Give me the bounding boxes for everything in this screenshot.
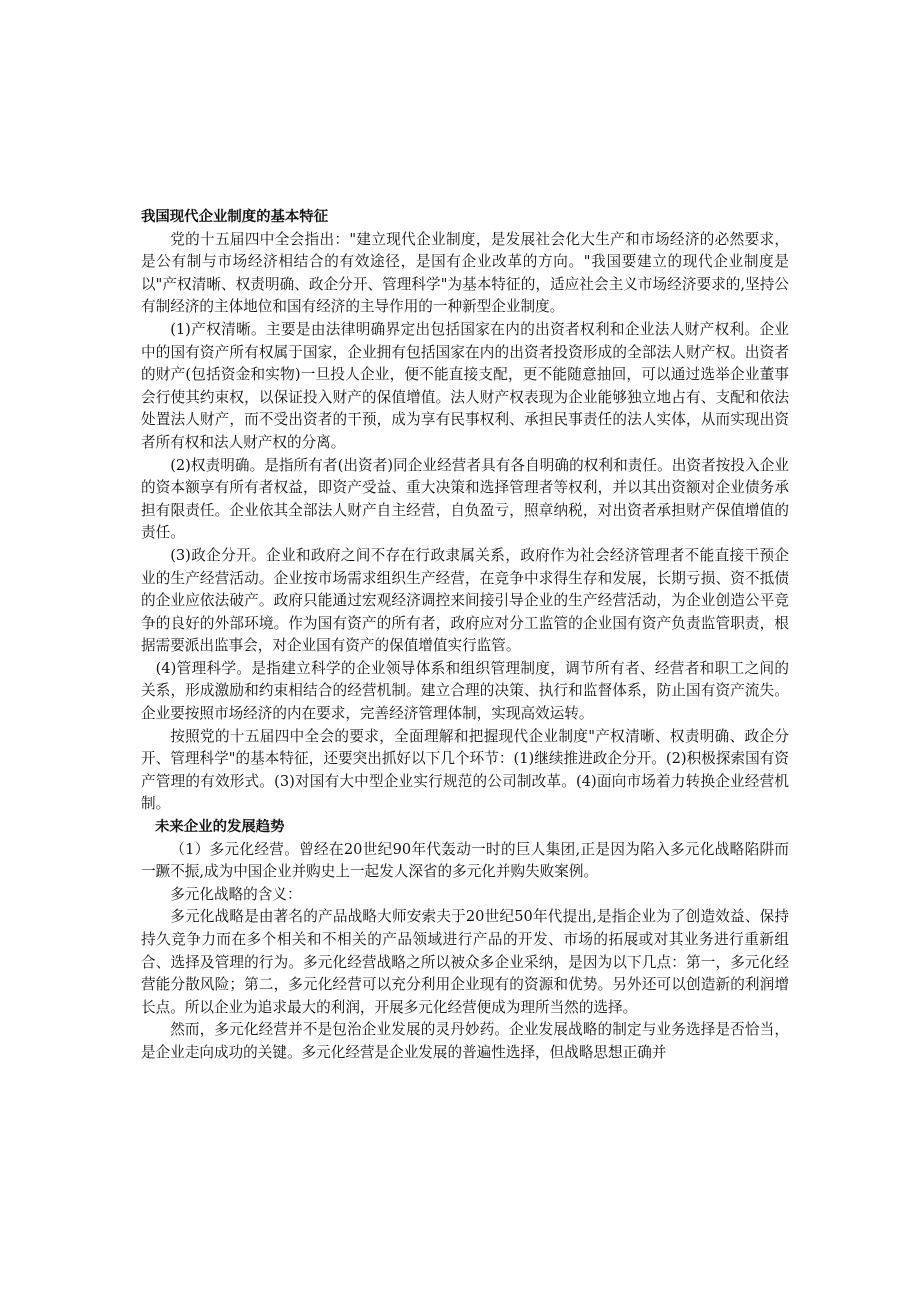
section-title-future-trends: 未来企业的发展趋势 [155, 819, 285, 836]
paragraph: (4)管理科学。是指建立科学的企业领导体系和组织管理制度，调节所有者、经营者和职工之间的关系，形成激励和约束相结合的经营机制。建立合理的决策、执行和监督体系，防止国有资产流失。企业要按照市场经济的内在要求，完善经济管理体制，实现高效运转。 [141, 659, 789, 723]
section-title-modern-enterprise: 我国现代企业制度的基本特征 [141, 209, 329, 225]
document-page [141, 206, 789, 1065]
paragraph: 党的十五届四中全会指出："建立现代企业制度，是发展社会化大生产和市场经济的必然要求，是公有制与市场经济相结合的有效途径，是国有企业改革的方向。"我国要建立的现代企业制度是以"产权清晰、权责明确、政企分开、管理科学"为基本特征的，适应社会主义市场经济要求的,坚持公有制经济的主体地位和国有经济的主导作用的一种新型企业制度。 [141, 230, 789, 316]
paragraph: 然而，多元化经营并不是包治企业发展的灵丹妙药。企业发展战略的制定与业务选择是否恰当，是企业走向成功的关键。多元化经营是企业发展的普遍性选择，但战略思想正确并 [141, 1021, 789, 1061]
paragraph: 多元化战略的含义： [170, 885, 302, 903]
paragraph: 多元化战略是由著名的产品战略大师安索夫于20世纪50年代提出,是指企业为了创造效益、保持持久竞争力而在多个相关和不相关的产品领域进行产品的开发、市场的拓展或对其业务进行重新组合、选择及管理的行为。多元化经营战略之所以被众多企业采纳，是因为以下几点：第一，多元化经营能分散风险；第二，多元化经营可以充分利用企业现有的资源和优势。另外还可以创造新的利润增长点。所以企业为追求最大的利润，开展多元化经营便成为理所当然的选择。 [141, 908, 789, 1016]
paragraph: （1）多元化经营。曾经在20世纪90年代轰动一时的巨人集团,正是因为陷入多元化战略陷阱而一蹶不振,成为中国企业并购史上一起发人深省的多元化并购失败案例。 [141, 840, 789, 881]
paragraph: (3)政企分开。企业和政府之间不存在行政隶属关系，政府作为社会经济管理者不能直接干预企业的生产经营活动。企业按市场需求组织生产经营，在竞争中求得生存和发展，长期亏损、资不抵债的企业应依法破产。政府只能通过宏观经济调控来间接引导企业的生产经营活动，为企业创造公平竞争的良好的外部环境。作为国有资产的所有者，政府应对分工监管的企业国有资产负责监管职责，根据需要派出监事会，对企业国有资产的保值增值实行监管。 [141, 546, 789, 655]
paragraph: (1)产权清晰。主要是由法律明确界定出包括国家在内的出资者权利和企业法人财产权利。企业中的国有资产所有权属于国家，企业拥有包括国家在内的出资者投资形成的全部法人财产权。出资者的财产(包括资金和实物)一旦投人企业，便不能直接支配，更不能随意抽回，可以通过选举企业董事会行使其约束权，以保证投入财产的保值增值。法人财产权表现为企业能够独立地占有、支配和依法处置法人财产，而不受出资者的干预，成为享有民事权利、承担民事责任的法人实体，从而实现出资者所有权和法人财产权的分离。 [141, 320, 789, 451]
paragraph: (2)权责明确。是指所有者(出资者)同企业经营者具有各自明确的权利和责任。出资者按投入企业的资本额享有所有者权益，即资产受益、重大决策和选择管理者等权利，并以其出资额对企业债务承担有限责任。企业依其全部法人财产自主经营，自负盈亏，照章纳税，对出资者承担财产保值增值的责任。 [141, 456, 789, 542]
paragraph: 按照党的十五届四中全会的要求，全面理解和把握现代企业制度"产权清晰、权责明确、政企分开、管理科学"的基本特征，还要突出抓好以下几个环节：(1)继续推进政企分开。(2)积极探索国有资产管理的有效形式。(3)对国有大中型企业实行规范的公司制改革。(4)面向市场着力转换企业经营机制。 [141, 727, 789, 813]
